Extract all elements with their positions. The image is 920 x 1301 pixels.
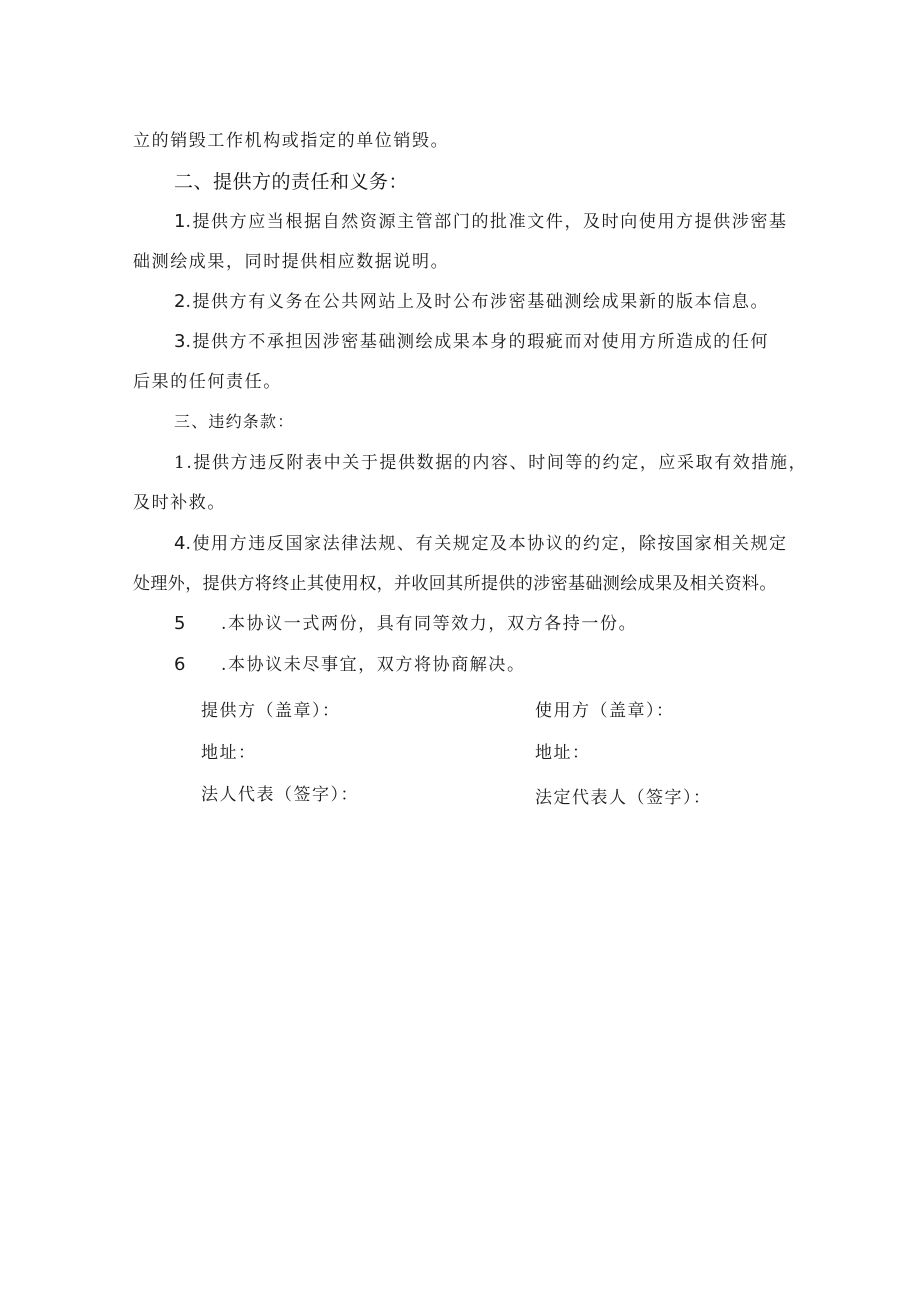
- section2-item3-line2: 后果的任何责任。: [133, 372, 282, 392]
- section3-item4-line1: [174, 532, 788, 556]
- provider-address-label: 地址：: [201, 743, 257, 763]
- item-text: .提供方应当根据自然资源主管部门的批准文件，及时向使用方提供涉密基: [185, 212, 788, 232]
- section3-item1-line2: 及时补救。: [133, 493, 226, 513]
- section2-item2-line1: [174, 290, 769, 314]
- item-text: .本协议未尽事宜，双方将协商解决。: [221, 655, 526, 675]
- section2-heading: 二、提供方的责任和义务：: [174, 171, 409, 193]
- item-text: .提供方不承担因涉密基础测绘成果本身的瑕疵而对使用方所造成的任何: [185, 332, 770, 352]
- item-text: .提供方有义务在公共网站上及时公布涉密基础测绘成果新的版本信息。: [185, 292, 770, 312]
- intro-tail-line: 立的销毁工作机构或指定的单位销毁。: [133, 131, 450, 151]
- item-number: 6: [174, 654, 186, 675]
- item-text: .本协议一式两份，具有同等效力，双方各持一份。: [221, 614, 638, 634]
- section3-item5-line1: [174, 612, 637, 636]
- item-number: 4: [174, 533, 186, 554]
- section2-item1-line2: 础测绘成果，同时提供相应数据说明。: [133, 252, 450, 272]
- section3-item1-line1: 1.提供方违反附表中关于提供数据的内容、时间等的约定，应采取有效措施，: [174, 453, 808, 473]
- section2-item3-line1: [174, 330, 769, 354]
- provider-representative-label: 法人代表（签字）：: [201, 785, 359, 805]
- section3-item6-line1: [174, 653, 526, 677]
- section2-item1-line1: [174, 210, 788, 234]
- user-seal-label: 使用方（盖章）：: [535, 701, 675, 721]
- item-text: .使用方违反国家法律法规、有关规定及本协议的约定，除按国家相关规定: [185, 534, 788, 554]
- section3-item4-line2: 处理外，提供方将终止其使用权，并收回其所提供的涉密基础测绘成果及相关资料。: [133, 574, 777, 594]
- provider-seal-label: 提供方（盖章）：: [201, 701, 341, 721]
- item-number: 3: [174, 331, 186, 352]
- item-number: 2: [174, 291, 186, 312]
- item-number: 5: [174, 613, 186, 634]
- item-number: 1: [174, 211, 186, 232]
- section3-heading: 三、违约条款：: [174, 412, 295, 431]
- user-address-label: 地址：: [535, 743, 591, 763]
- user-representative-label: 法定代表人（签字）：: [535, 788, 712, 808]
